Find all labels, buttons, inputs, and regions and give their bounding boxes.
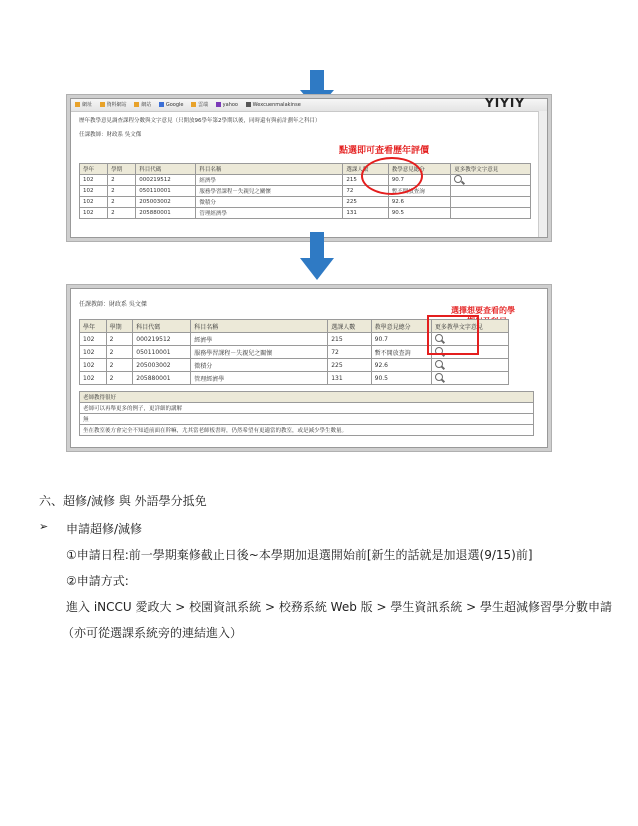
cell: 經濟學 xyxy=(191,333,328,346)
cell xyxy=(451,197,531,208)
cell: 2 xyxy=(108,175,136,186)
cell: 2 xyxy=(106,372,133,385)
cell: 服務學習課程－失親兒之關懷 xyxy=(191,346,328,359)
cell: 無 xyxy=(80,414,534,425)
bookmark-item[interactable]: Google xyxy=(159,102,184,108)
comment-row xyxy=(80,414,534,425)
instructor-label: 任課教師：財政系 吳文傑 xyxy=(79,132,142,138)
comments-table xyxy=(79,391,534,436)
cell xyxy=(451,175,531,186)
cell: 050110001 xyxy=(133,346,191,359)
path-line: 進入 iNCCU 愛政大 > 校園資訊系統 > 校務系統 Web 版 > 學生資訊系統 > 學生超減修習學分數申請 xyxy=(66,600,613,614)
cell: 102 xyxy=(80,359,107,372)
cell: 管理經濟學 xyxy=(196,208,343,219)
comment-row xyxy=(80,403,534,414)
cell: 微積分 xyxy=(196,197,343,208)
cell: 000219512 xyxy=(136,175,196,186)
bookmark-item[interactable]: 網站 xyxy=(134,102,151,108)
subsection-title: 申請超修/減修 xyxy=(66,522,143,536)
cell: 102 xyxy=(80,175,108,186)
cell: 服務學習課程－失親兒之關懷 xyxy=(196,186,343,197)
method-line: ②申請方式: xyxy=(66,574,129,588)
column-header: 學期 xyxy=(106,320,133,333)
column-header: 選課人數 xyxy=(328,320,371,333)
cell: 215 xyxy=(328,333,371,346)
cell: 050110001 xyxy=(136,186,196,197)
cell: 2 xyxy=(106,346,133,359)
bookmark-item[interactable]: yahoo xyxy=(216,102,238,108)
column-header: 學年 xyxy=(80,164,108,175)
comments-header-row xyxy=(80,392,534,403)
magnifier-icon[interactable] xyxy=(454,175,462,183)
column-header: 科目代碼 xyxy=(133,320,191,333)
cell: 暫不開放查詢 xyxy=(371,346,431,359)
column-header: 科目代碼 xyxy=(136,164,196,175)
cell: 215 xyxy=(343,175,388,186)
cell: 90.5 xyxy=(388,208,451,219)
column-header: 教學意見總分 xyxy=(371,320,431,333)
brand-logo: YIYIY xyxy=(485,96,525,110)
cell: 102 xyxy=(80,346,107,359)
table-row xyxy=(80,186,531,197)
cell: 2 xyxy=(108,208,136,219)
cell: 微積分 xyxy=(191,359,328,372)
cell: 72 xyxy=(328,346,371,359)
column-header: 學期 xyxy=(108,164,136,175)
cell: 131 xyxy=(343,208,388,219)
cell: 72 xyxy=(343,186,388,197)
cell: 000219512 xyxy=(133,333,191,346)
cell: 205003002 xyxy=(133,359,191,372)
instructor-label: 任課教師：財政系 吳文傑 xyxy=(79,301,147,308)
comment-row xyxy=(80,425,534,436)
course-table xyxy=(79,163,531,219)
schedule-line: ①申請日程:前一學期棄修截止日後~本學期加退選開始前[新生的話就是加退選(9/15)前] xyxy=(66,548,533,562)
cell xyxy=(431,359,508,372)
cell: 225 xyxy=(328,359,371,372)
cell: 102 xyxy=(80,333,107,346)
cell: 2 xyxy=(108,186,136,197)
cell: 2 xyxy=(106,333,133,346)
bookmark-item[interactable]: 雲端 xyxy=(191,102,208,108)
magnifier-icon[interactable] xyxy=(435,360,443,368)
cell: 老師教得很好 xyxy=(80,392,534,403)
cell: 102 xyxy=(80,208,108,219)
section-title: 六、超修/減修 與 外語學分抵免 xyxy=(39,494,207,508)
highlight-circle xyxy=(361,157,423,195)
bookmark-item[interactable]: Wexcuenmalakinse xyxy=(246,102,301,108)
table-row xyxy=(80,197,531,208)
notice-text: 歷年教學意見調查課程分數與文字意見（只開放96學年第2學期以後，同時還有與前計劃年之科目） xyxy=(79,118,321,124)
callout-line: 選擇想要查看的學 xyxy=(451,306,515,315)
cell: 經濟學 xyxy=(196,175,343,186)
cell: 管理經濟學 xyxy=(191,372,328,385)
column-header: 教學意見總分 xyxy=(388,164,451,175)
callout-text: 點選即可查看歷年評價 xyxy=(339,146,430,156)
column-header: 選課人數 xyxy=(343,164,388,175)
down-arrow-icon xyxy=(296,232,338,282)
cell: 暫不開放查詢 xyxy=(388,186,451,197)
cell: 2 xyxy=(108,197,136,208)
note-line: （亦可從選課系統旁的連結進入） xyxy=(62,626,243,640)
table-row[interactable] xyxy=(80,359,509,372)
magnifier-icon[interactable] xyxy=(435,373,443,381)
bullet-arrow-icon: ➢ xyxy=(39,520,49,533)
cell: 90.5 xyxy=(371,372,431,385)
cell: 205880001 xyxy=(133,372,191,385)
cell: 102 xyxy=(80,372,107,385)
cell: 2 xyxy=(106,359,133,372)
cell: 92.6 xyxy=(371,359,431,372)
screenshot-course-evaluation xyxy=(70,98,548,238)
cell xyxy=(431,372,508,385)
cell: 102 xyxy=(80,197,108,208)
highlight-box xyxy=(427,315,479,355)
column-header: 學年 xyxy=(80,320,107,333)
cell: 225 xyxy=(343,197,388,208)
column-header: 更多教學文字意見 xyxy=(451,164,531,175)
table-row xyxy=(80,208,531,219)
bookmark-item[interactable]: 網址 xyxy=(75,102,92,108)
cell: 102 xyxy=(80,186,108,197)
cell: 131 xyxy=(328,372,371,385)
column-header: 科目名稱 xyxy=(191,320,328,333)
scrollbar[interactable] xyxy=(538,111,547,237)
cell: 205003002 xyxy=(136,197,196,208)
cell xyxy=(451,208,531,219)
cell: 90.7 xyxy=(371,333,431,346)
column-header: 科目名稱 xyxy=(196,164,343,175)
cell: 老師可以再舉更多的例子，更詳細的講解 xyxy=(80,403,534,414)
bookmarks-bar xyxy=(71,99,547,112)
cell xyxy=(451,186,531,197)
screenshot-course-comments xyxy=(70,288,548,448)
cell: 90.7 xyxy=(388,175,451,186)
table-row[interactable] xyxy=(80,372,509,385)
cell: 坐在教室後方會完全不知道前面在幹嘛，尤其當老師板書時，仍然希望有更適當的教室，或是減少學生數量。 xyxy=(80,425,534,436)
cell: 205880001 xyxy=(136,208,196,219)
column-header: 更多教學文字意見 xyxy=(431,320,508,333)
table-header-row xyxy=(80,164,531,175)
table-row xyxy=(80,175,531,186)
cell: 92.6 xyxy=(388,197,451,208)
bookmark-item[interactable]: 資料網站 xyxy=(100,102,127,108)
